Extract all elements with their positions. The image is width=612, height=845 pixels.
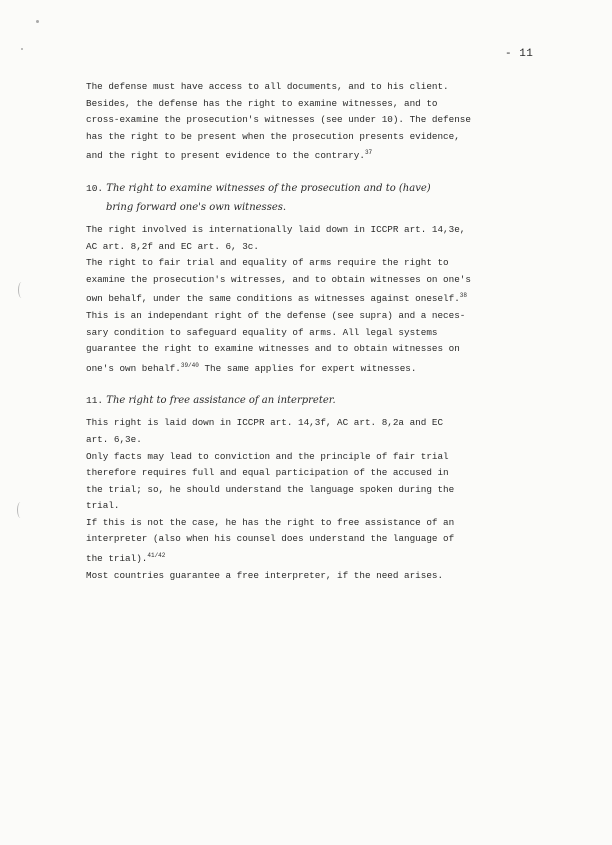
section-10-paragraph-2 [86,255,506,308]
text-line: The right involved is internationally laid down in ICCPR art. 14,3e, [86,223,466,235]
section-number: 11. [86,395,104,407]
text-line: Most countries guarantee a free interpreter, if the need arises. [86,569,444,581]
text-line: the trial; so, he should understand the language spoken during the [86,483,455,495]
text-line: own behalf, under the same conditions as witnesses against oneself.$^{38}$ [86,292,467,305]
text-line: The defense must have access to all documents, and to his client. [86,81,449,92]
text-line: The right to fair trial and equality of arms require the right to [86,257,449,269]
text-line: guarantee the right to examine witnesses and to obtain witnesses on [86,343,460,355]
text-line: Only facts may lead to conviction and the principle of fair trial [86,450,449,462]
footnote-ref: 41/42 [147,552,166,560]
section-title: The right to examine witnesses of the prosecution and to (have) [106,182,431,194]
footnote-ref: 37 [364,149,373,157]
footnote-ref: 38 [459,292,467,300]
text-line: the trial).$^{41/42}$ [86,552,166,565]
scan-speck [21,48,23,50]
page-number: - 11 [505,48,534,60]
text-line: AC art. 8,2f and EC art. 6, 3c. [86,240,259,252]
text-line: has the right to be present when the prosecution presents evidence, [86,130,460,142]
section-11-paragraph-2 [86,449,506,515]
section-10-paragraph-1 [86,222,506,255]
text-line: This is an independant right of the defense (see supra) and a neces- [86,309,466,321]
text-line: art. 6,3e. [86,433,142,445]
section-10-paragraph-3 [86,308,506,377]
footnote-ref: 39/40 [180,361,199,369]
text-line: If this is not the case, he has the right to free assistance of an [86,516,455,528]
section-11-paragraph-1 [86,415,506,448]
text-line: and the right to present evidence to the contrary.$^{37}$ [86,149,373,162]
text-line: This right is laid down in ICCPR art. 14,3f, AC art. 8,2a and EC [86,417,444,429]
text-line: cross-examine the prosecution's witnesses (see under 10). The defense [86,114,471,126]
text-line: trial. [86,500,120,512]
text-line: Besides, the defense has the right to examine witnesses, and to [86,97,438,109]
section-11-heading [86,391,506,410]
text-line: examine the prosecution's witresses, and to obtain witnesses on one's [86,273,471,285]
section-title-continued: bring forward one's own witnesses. [106,201,287,213]
section-11-paragraph-4 [86,568,506,585]
punch-hole-mark [18,282,25,298]
text-line: therefore requires full and equal participation of the accused in [86,467,449,479]
section-11-paragraph-3 [86,515,506,568]
text-line: sary condition to safeguard equality of arms. All legal systems [86,326,438,338]
punch-hole-mark [17,502,24,518]
section-number: 10. [86,182,104,194]
text-line: interpreter (also when his counsel does understand the language of [86,533,455,545]
intro-paragraph [86,79,506,165]
section-10-heading [86,179,506,217]
text-line: one's own behalf.$^{39/40}$ The same applies for expert witnesses. [86,361,417,374]
document-body [86,79,506,584]
scan-speck [36,20,39,23]
section-title: The right to free assistance of an interpreter. [106,395,336,407]
